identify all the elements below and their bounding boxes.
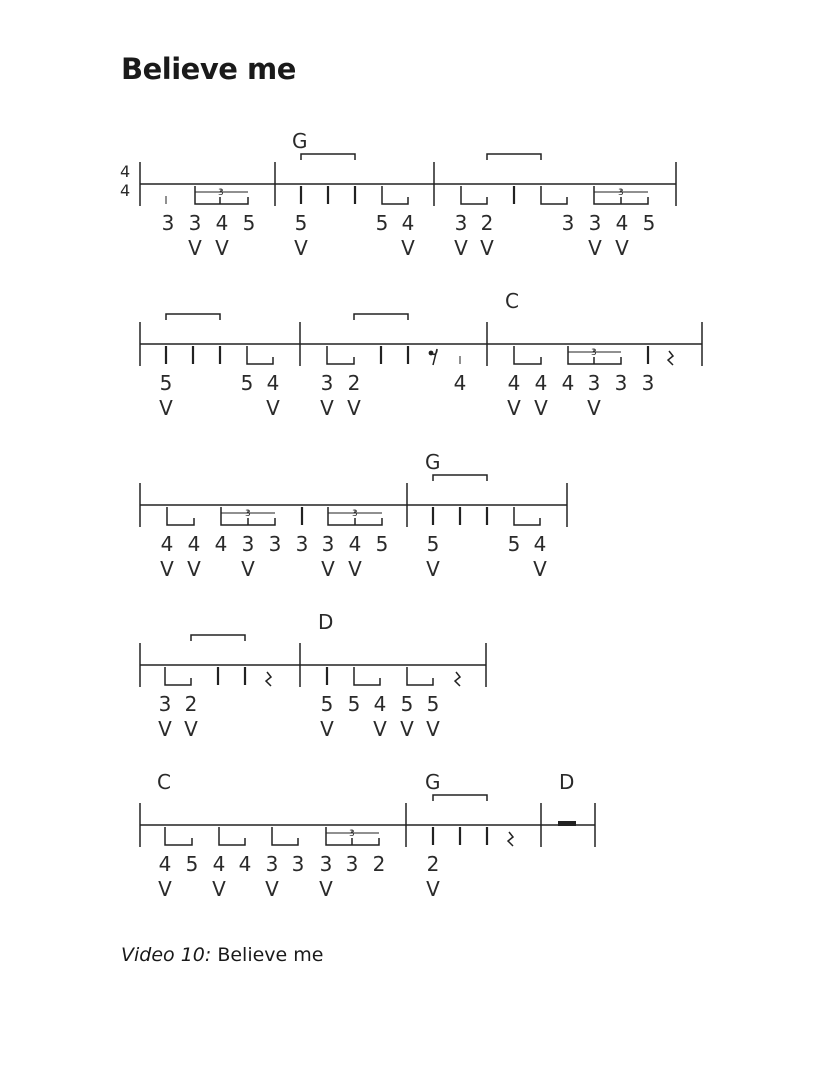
fret-number: 2 [426,852,440,876]
fret-number: 3 [614,371,628,395]
fret-number: 3 [295,532,309,556]
time-signature-top: 4 [120,162,131,181]
upstroke-mark: V [534,396,548,420]
fret-number: 5 [320,692,334,716]
fret-number: 4 [507,371,521,395]
tab-system-2 [0,285,820,430]
quarter-rest [266,672,271,686]
upstroke-mark: V [320,396,334,420]
tab-system-1 [0,125,820,270]
fret-number: 4 [215,211,229,235]
fret-number: 4 [348,532,362,556]
fret-number: 2 [347,371,361,395]
fret-number: 3 [161,211,175,235]
fret-number: 3 [641,371,655,395]
upstroke-mark: V [158,877,172,901]
upstroke-mark: V [480,236,494,260]
upstroke-mark: V [347,396,361,420]
fret-number: 4 [187,532,201,556]
upstroke-mark: V [184,717,198,741]
fret-number: 4 [266,371,280,395]
upstroke-mark: V [615,236,629,260]
upstroke-mark: V [533,557,547,581]
quarter-rest [455,672,460,686]
upstroke-mark: V [265,877,279,901]
fret-number: 4 [158,852,172,876]
notation-line-2 [0,285,820,430]
notation-line-5 [0,766,820,911]
upstroke-mark: V [507,396,521,420]
upstroke-mark: V [400,717,414,741]
upstroke-mark: V [187,557,201,581]
fret-number: 3 [561,211,575,235]
fret-number: 4 [533,532,547,556]
upstroke-mark: V [241,557,255,581]
tab-system-3 [0,446,820,591]
upstroke-marks [160,557,547,581]
upstroke-marks [188,236,629,260]
fret-number: 3 [321,532,335,556]
fret-number: 5 [426,692,440,716]
tuplet-number: 3 [218,188,224,198]
caption-lead: Video 10: [121,944,212,966]
chord-symbol: D [559,770,575,794]
fret-number: 5 [185,852,199,876]
fret-number: 4 [561,371,575,395]
tab-system-4 [0,606,820,751]
chord-symbol: C [157,770,171,794]
fret-number: 4 [214,532,228,556]
chord-symbol: G [292,129,308,153]
fret-numbers [159,852,440,876]
fret-number: 5 [347,692,361,716]
fret-numbers [160,371,655,395]
fret-number: 5 [400,692,414,716]
upstroke-mark: V [348,557,362,581]
rhythm-marks [166,154,648,204]
upstroke-mark: V [426,557,440,581]
fret-number: 5 [375,211,389,235]
quarter-rest [668,351,673,365]
upstroke-marks [159,396,601,420]
fret-number: 4 [453,371,467,395]
fret-numbers [159,692,440,716]
notation-line-4 [0,606,820,751]
fret-number: 5 [159,371,173,395]
upstroke-mark: V [160,557,174,581]
fret-number: 3 [319,852,333,876]
fret-number: 3 [320,371,334,395]
fret-number: 2 [480,211,494,235]
chord-symbol: G [425,450,441,474]
fret-number: 5 [242,211,256,235]
upstroke-mark: V [159,396,173,420]
caption-text: Believe me [217,944,324,966]
fret-number: 3 [587,371,601,395]
chord-symbol: C [505,289,519,313]
fret-number: 4 [615,211,629,235]
tuplet-number: 3 [352,509,358,519]
fret-number: 3 [291,852,305,876]
fret-number: 3 [454,211,468,235]
fret-number: 3 [268,532,282,556]
tab-system-5 [0,766,820,911]
upstroke-mark: V [321,557,335,581]
fret-number: 5 [507,532,521,556]
upstroke-mark: V [266,396,280,420]
fret-number: 3 [188,211,202,235]
fret-number: 2 [372,852,386,876]
fret-number: 3 [588,211,602,235]
fret-number: 3 [241,532,255,556]
fret-number: 5 [642,211,656,235]
fret-numbers [162,211,656,235]
tuplet-number: 3 [591,348,597,358]
tuplet-number: 3 [349,829,355,839]
chord-symbol: D [318,610,334,634]
upstroke-mark: V [188,236,202,260]
fret-numbers [161,532,547,556]
upstroke-mark: V [588,236,602,260]
fret-number: 5 [375,532,389,556]
fret-number: 3 [345,852,359,876]
tuplet-number: 3 [245,509,251,519]
fret-number: 2 [184,692,198,716]
upstroke-mark: V [426,717,440,741]
upstroke-mark: V [294,236,308,260]
fret-number: 5 [294,211,308,235]
fret-number: 4 [534,371,548,395]
upstroke-marks [158,877,440,901]
time-signature-bottom: 4 [120,181,131,200]
whole-rest [558,821,576,826]
rhythm-marks [165,795,576,846]
tuplet-number: 3 [618,188,624,198]
fret-number: 4 [160,532,174,556]
upstroke-mark: V [587,396,601,420]
upstroke-mark: V [320,717,334,741]
upstroke-mark: V [373,717,387,741]
fret-number: 4 [238,852,252,876]
upstroke-mark: V [426,877,440,901]
upstroke-mark: V [401,236,415,260]
quarter-rest [508,832,513,846]
rhythm-marks [166,314,673,365]
rhythm-marks [165,635,460,686]
notation-line-3 [0,446,820,591]
fret-number: 5 [426,532,440,556]
upstroke-mark: V [158,717,172,741]
fret-number: 3 [265,852,279,876]
fret-number: 4 [373,692,387,716]
upstroke-mark: V [454,236,468,260]
fret-number: 5 [240,371,254,395]
upstroke-marks [158,717,440,741]
figure-caption [121,944,323,966]
fret-number: 3 [158,692,172,716]
page-title: Believe me [121,52,296,86]
notation-line-1 [0,125,820,270]
upstroke-mark: V [215,236,229,260]
upstroke-mark: V [212,877,226,901]
upstroke-mark: V [319,877,333,901]
fret-number: 4 [401,211,415,235]
chord-symbol: G [425,770,441,794]
fret-number: 4 [212,852,226,876]
